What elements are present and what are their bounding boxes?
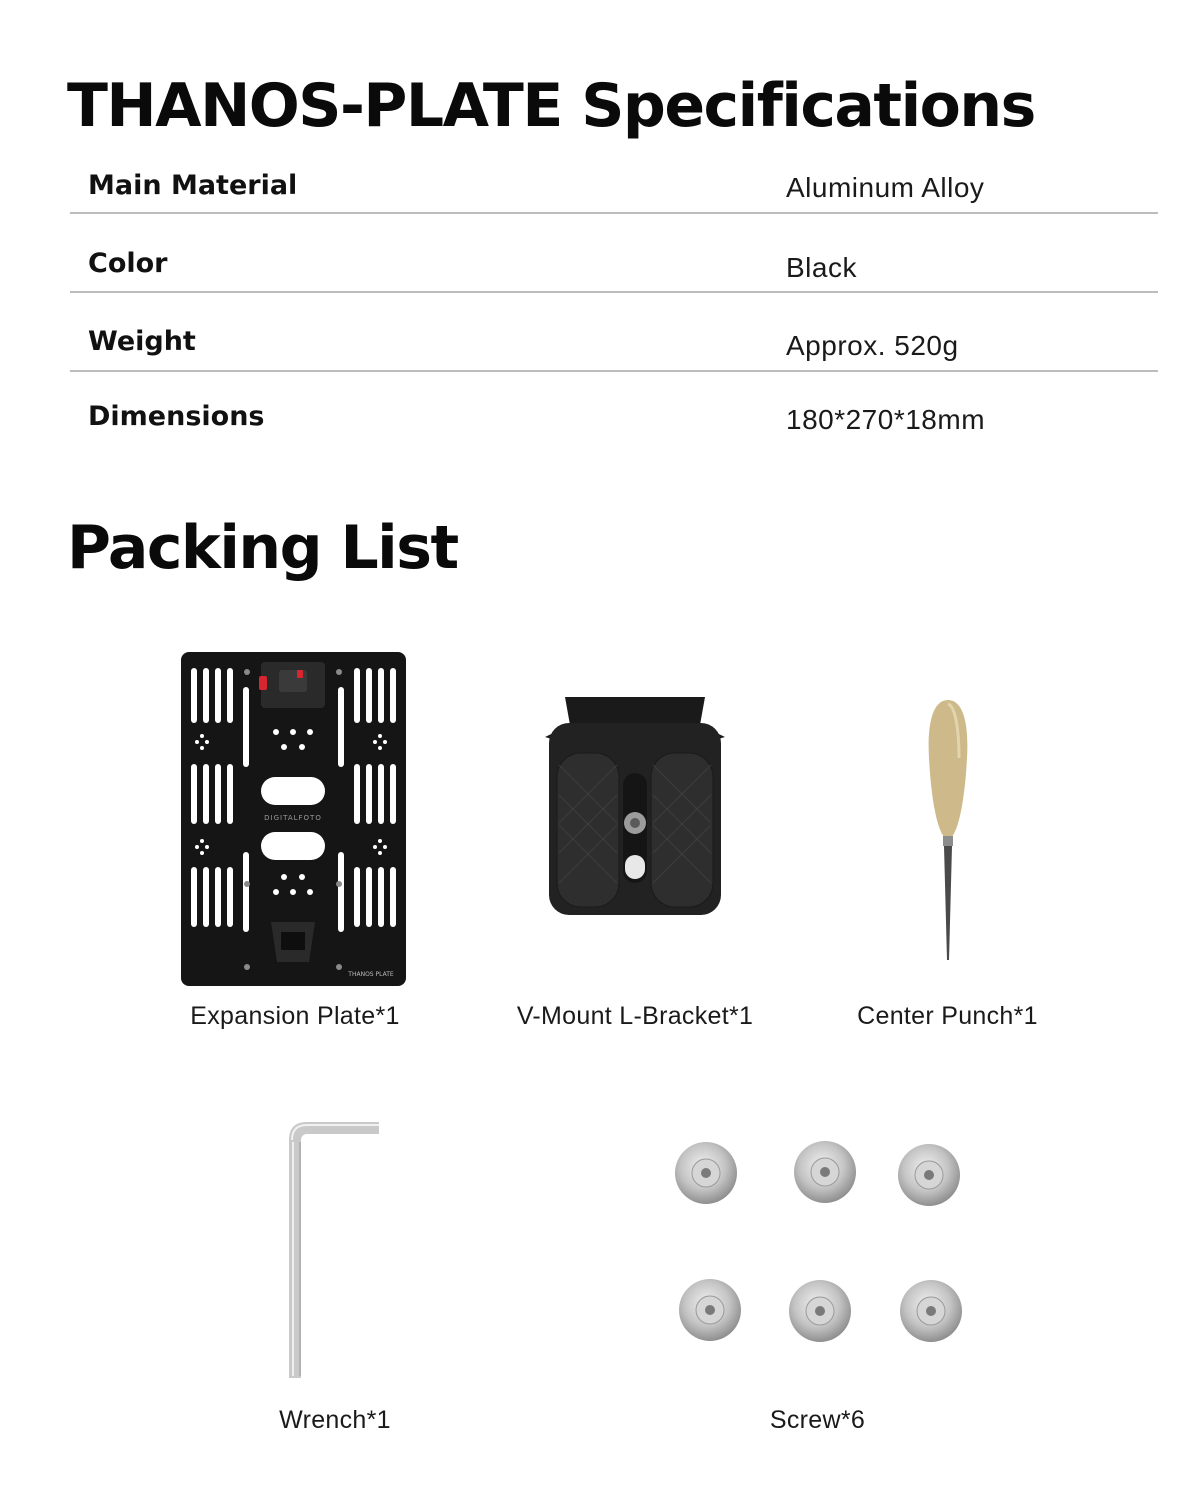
item-caption: Expansion Plate*1: [190, 1002, 400, 1030]
page-title: THANOS-PLATE Specifications: [67, 71, 1035, 141]
wrench-icon: [285, 1120, 381, 1380]
screw-icon: [670, 1140, 970, 1350]
item-caption: Wrench*1: [279, 1406, 391, 1434]
center-punch-icon: [925, 698, 971, 960]
spec-label: Color: [88, 248, 168, 279]
spec-row-material: [70, 170, 1158, 210]
l-bracket-icon: [545, 695, 725, 915]
spec-label: Main Material: [88, 170, 298, 201]
item-caption: V-Mount L-Bracket*1: [516, 1002, 754, 1030]
spec-label: Weight: [88, 326, 196, 357]
plate-model-text: THANOS PLATE: [348, 971, 394, 978]
item-caption: Screw*6: [769, 1406, 866, 1434]
spec-row-weight: [70, 326, 1158, 366]
spec-label: Dimensions: [88, 401, 265, 432]
divider: [70, 291, 1158, 293]
spec-value: 180*270*18mm: [786, 404, 986, 435]
packing-list-title: Packing List: [67, 513, 458, 583]
divider: [70, 212, 1158, 214]
spec-value: Aluminum Alloy: [786, 172, 985, 203]
plate-brand-text: DIGITALFOTO: [264, 814, 322, 822]
spec-value: Black: [786, 252, 857, 283]
spec-value: Approx. 520g: [786, 330, 959, 361]
expansion-plate-icon: [181, 652, 406, 986]
spec-row-color: [70, 248, 1158, 288]
divider: [70, 370, 1158, 372]
spec-row-dimensions: [70, 401, 1158, 441]
item-caption: Center Punch*1: [857, 1002, 1038, 1030]
